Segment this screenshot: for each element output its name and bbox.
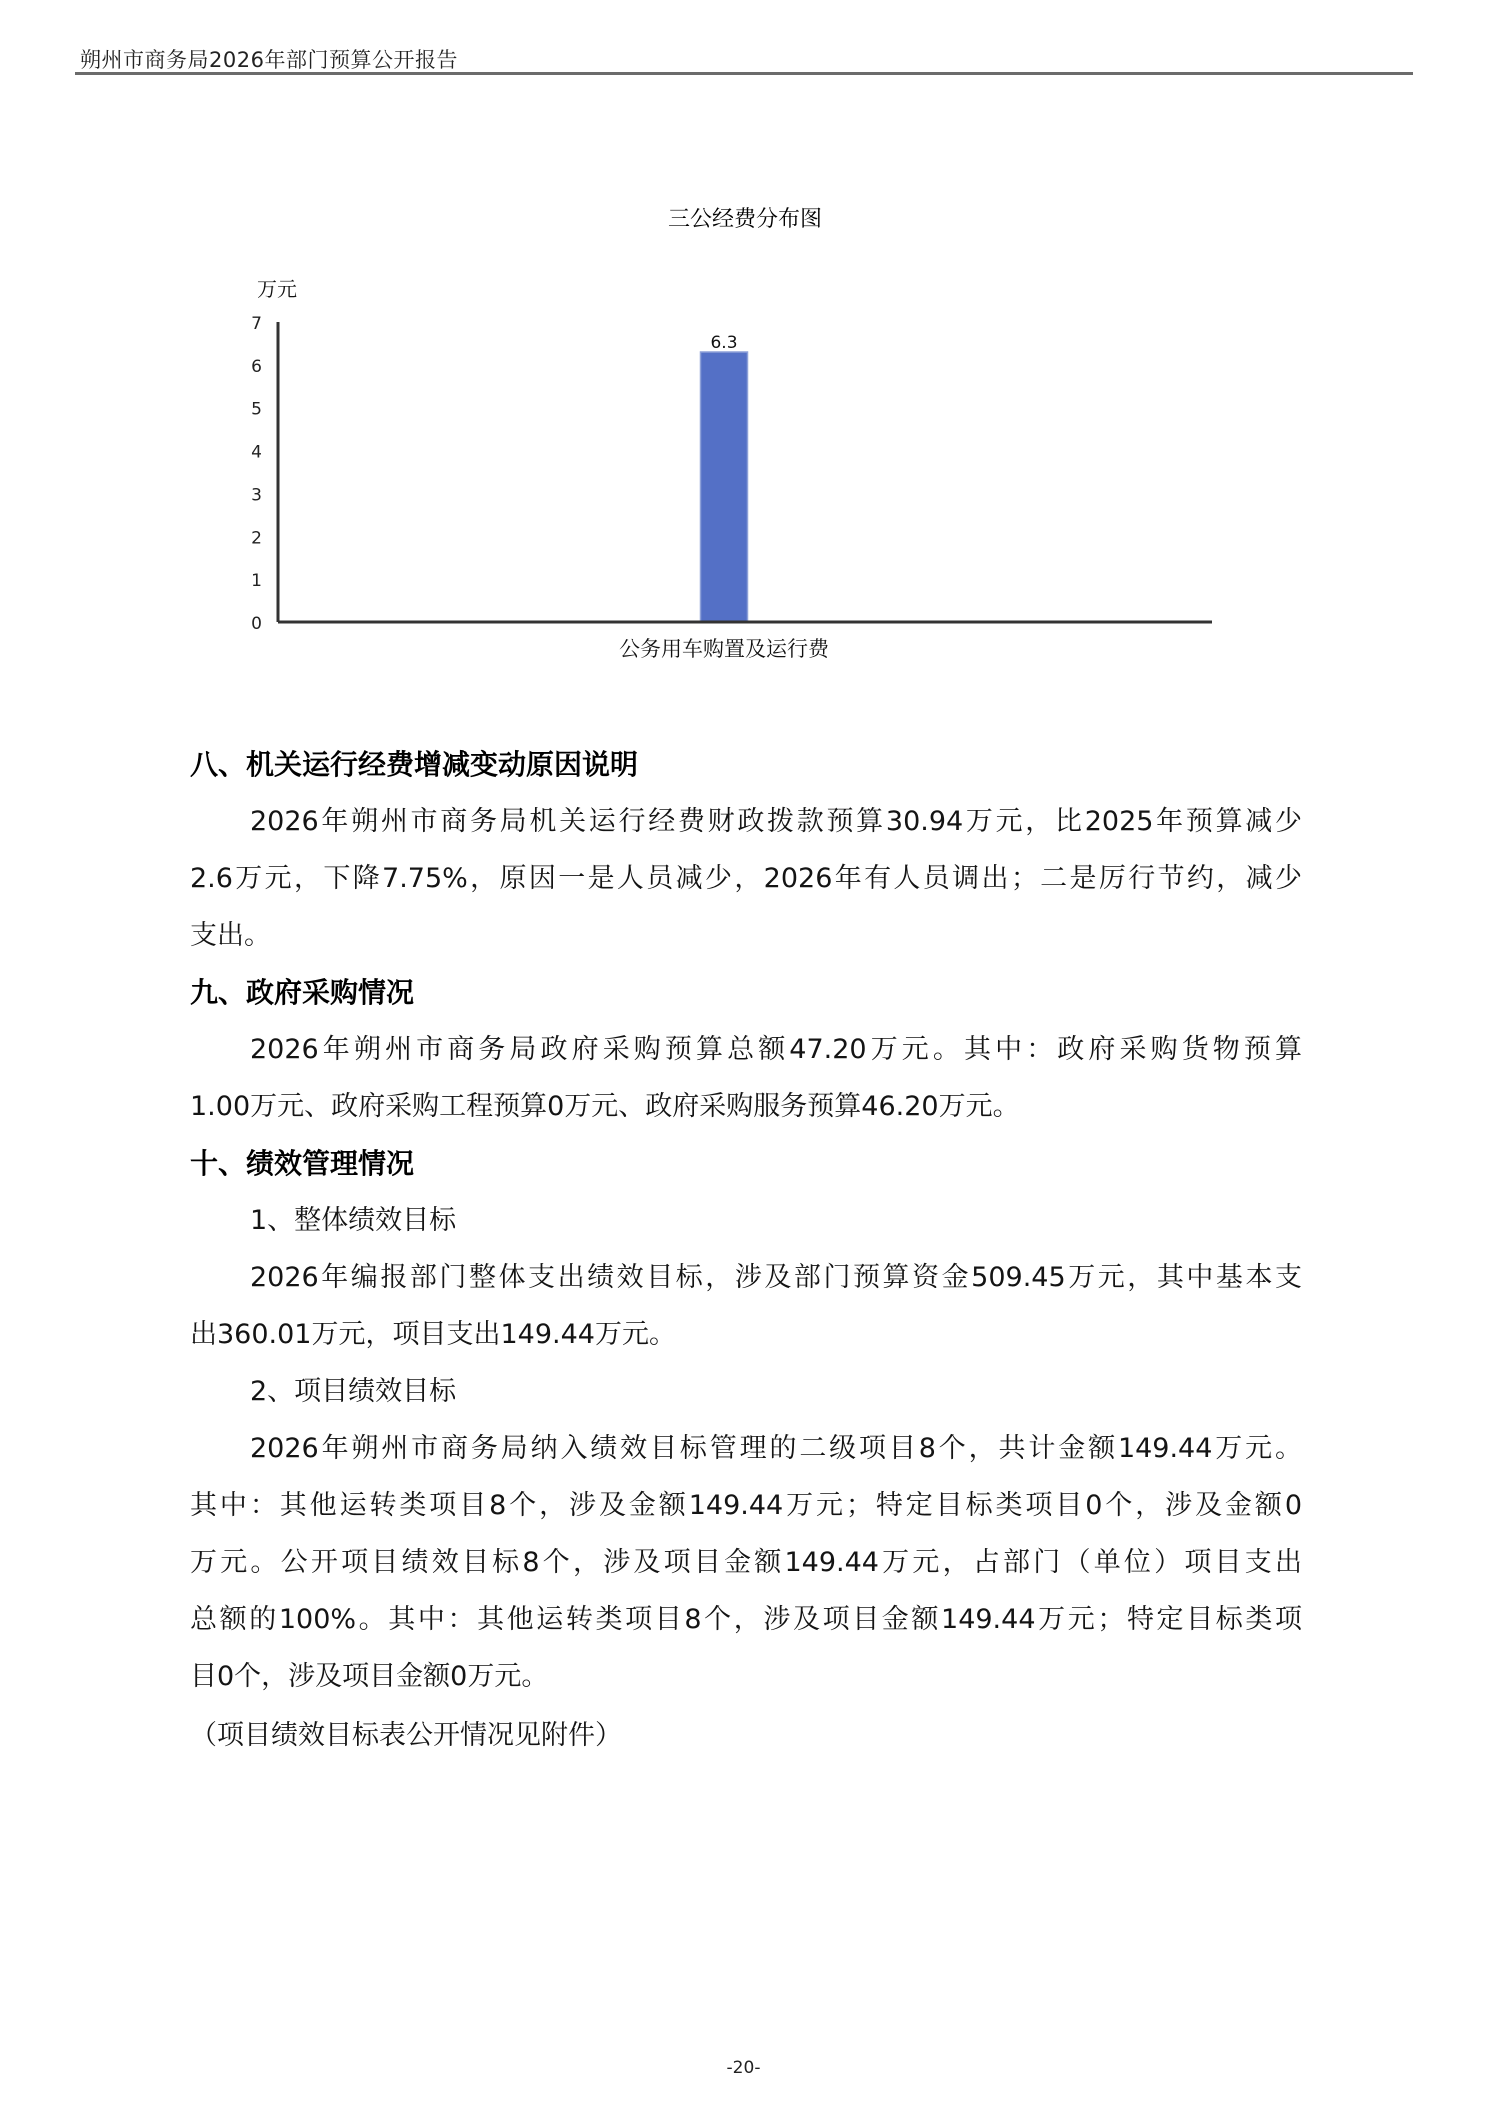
paragraph-line: 目0个，涉及项目金额0万元。 [190, 1661, 549, 1692]
subheading-project-goal: 2、项目绩效目标 [250, 1376, 457, 1407]
paragraph-line: 总额的100%。其中：其他运转类项目8个，涉及项目金额149.44万元；特定目标类项 [190, 1604, 1302, 1635]
bars [701, 333, 748, 622]
subheading-overall-goal: 1、整体绩效目标 [250, 1205, 457, 1236]
paragraph-line: 万元。公开项目绩效目标8个，涉及项目金额149.44万元，占部门（单位）项目支出 [190, 1547, 1302, 1578]
x-category-label: 公务用车购置及运行费 [619, 637, 829, 661]
y-tick-label: 7 [251, 314, 262, 334]
bar-value-label: 6.3 [710, 333, 738, 353]
attachment-note: （项目绩效目标表公开情况见附件） [190, 1720, 622, 1751]
document-header-title: 朔州市商务局2026年部门预算公开报告 [80, 48, 458, 72]
y-tick-label: 6 [251, 356, 262, 377]
y-tick-label: 2 [251, 528, 262, 549]
paragraph-line: 2026年朔州市商务局政府采购预算总额47.20万元。其中：政府采购货物预算 [250, 1034, 1302, 1065]
paragraph-line: 1.00万元、政府采购工程预算0万元、政府采购服务预算46.20万元。 [190, 1091, 1020, 1122]
paragraph-line: 2026年编报部门整体支出绩效目标，涉及部门预算资金509.45万元，其中基本支 [250, 1262, 1302, 1293]
page-number: -20- [726, 2058, 761, 2078]
paragraph-line: 2026年朔州市商务局机关运行经费财政拨款预算30.94万元，比2025年预算减少 [250, 806, 1302, 837]
paragraph-line: 2.6万元，下降7.75%，原因一是人员减少，2026年有人员调出；二是厉行节约，减少 [190, 863, 1302, 894]
y-tick-label: 3 [251, 485, 262, 506]
paragraph-line: 其中：其他运转类项目8个，涉及金额149.44万元；特定目标类项目0个，涉及金额0 [190, 1490, 1302, 1521]
y-axis-ticks [251, 314, 262, 634]
x-axis-categories [619, 637, 830, 661]
chart-y-axis-unit: 万元 [257, 277, 297, 301]
y-tick-label: 0 [251, 614, 262, 634]
chart-title: 三公经费分布图 [667, 207, 823, 232]
three-public-expenses-chart [0, 0, 1487, 700]
y-tick-label: 5 [251, 399, 262, 420]
section-heading-8: 八、机关运行经费增减变动原因说明 [190, 748, 639, 781]
chart-canvas [0, 0, 1487, 700]
y-tick-label: 1 [251, 571, 262, 592]
section-heading-9: 九、政府采购情况 [190, 976, 415, 1009]
section-heading-10: 十、绩效管理情况 [190, 1147, 415, 1180]
paragraph-line: 2026年朔州市商务局纳入绩效目标管理的二级项目8个，共计金额149.44万元。 [250, 1433, 1302, 1464]
bar [701, 352, 748, 622]
paragraph-line: 支出。 [190, 920, 271, 951]
y-tick-label: 4 [251, 442, 262, 463]
paragraph-line: 出360.01万元，项目支出149.44万元。 [190, 1319, 676, 1350]
